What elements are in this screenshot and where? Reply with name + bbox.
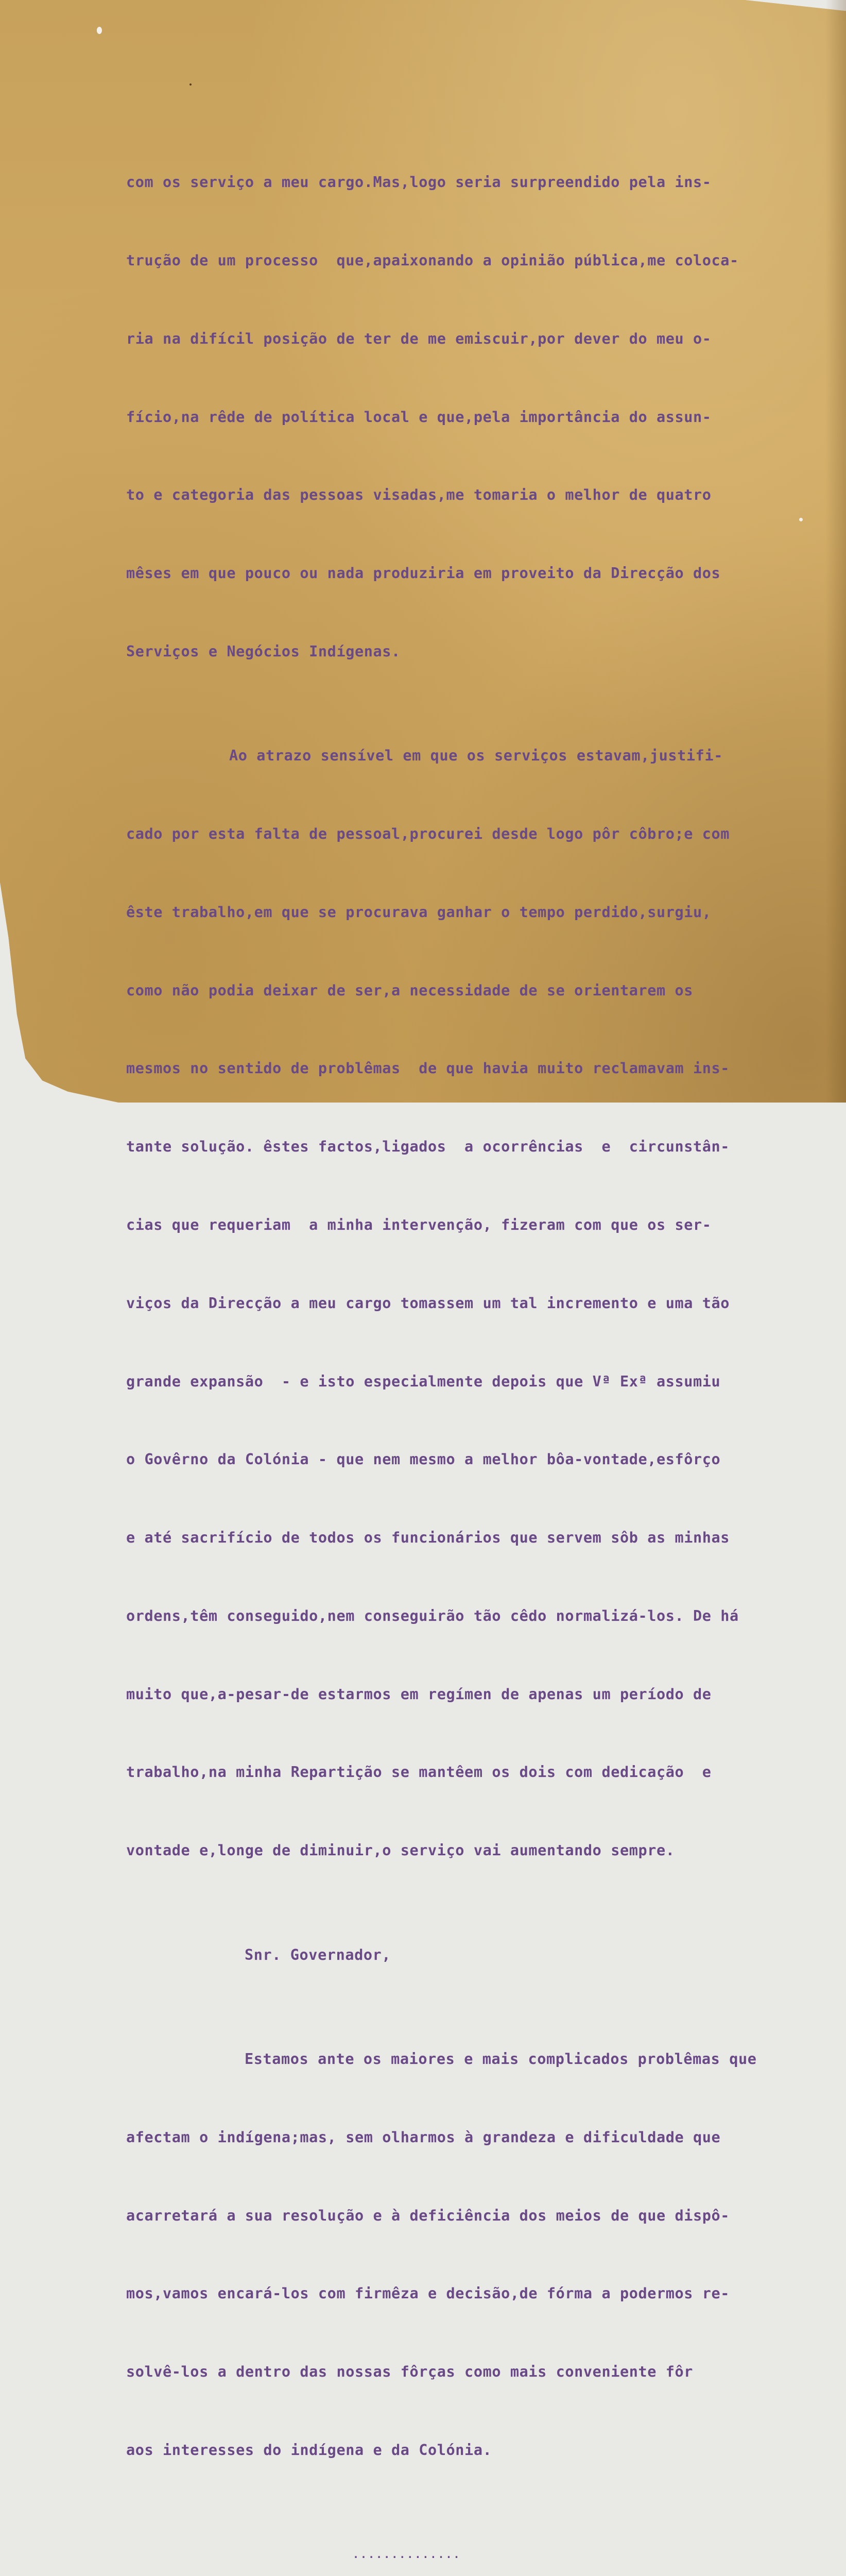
text-line: muito que,a-pesar-de estarmos em regímen de apenas um período de — [126, 1685, 712, 1703]
text-line: trabalho,na minha Repartição se mantêem os dois com dedicação e — [126, 1764, 712, 1781]
text-line: com os serviço a meu cargo.Mas,logo seria surpreendido pela ins- — [126, 174, 712, 191]
text-line: vontade e,longe de diminuir,o serviço vai aumentando sempre. — [126, 1842, 675, 1859]
text-line: ordens,têm conseguido,nem conseguirão tão cêdo normalizá-los. De há — [126, 1607, 739, 1624]
text-line: trução de um processo que,apaixonando a opinião pública,me coloca- — [126, 251, 739, 269]
text-line: to e categoria das pessoas visadas,me tomaria o melhor de quatro — [126, 486, 712, 504]
text-line: Ao atrazo sensível em que os serviços estavam,justifi- — [229, 747, 723, 765]
text-line: fício,na rêde de política local e que,pela importância do assun- — [126, 408, 712, 426]
text-line: mêses em que pouco ou nada produziria em proveito da Direcção dos — [126, 565, 721, 582]
separator-dots: .............. — [353, 2548, 461, 2561]
text-line: e até sacrifício de todos os funcionários que servem sôb as minhas — [126, 1529, 730, 1547]
text-line: afectam o indígena;mas, sem olharmos à grandeza e dificuldade que — [126, 2128, 721, 2146]
text-line: o Govêrno da Colónia - que nem mesmo a melhor bôa-vontade,esfôrço — [126, 1451, 721, 1468]
text-line: cias que requeriam a minha intervenção, fizeram com que os ser- — [126, 1216, 712, 1233]
text-line: mos,vamos encará-los com firmêza e decisão,de fórma a podermos re- — [126, 2285, 730, 2302]
text-line: solvê-los a dentro das nossas fôrças como mais conveniente fôr — [126, 2363, 694, 2381]
text-line: viços da Direcção a meu cargo tomassem um tal incremento e uma tão — [126, 1294, 730, 1312]
paper-speck — [189, 83, 192, 86]
text-line: aos interesses do indígena e da Colónia. — [126, 2441, 492, 2459]
text-line: ria na difícil posição de ter de me emiscuir,por dever do meu o- — [126, 330, 712, 347]
text-line: Estamos ante os maiores e mais complicados problêmas que — [245, 2050, 757, 2067]
text-line: acarretará a sua resolução e à deficiência dos meios de que dispô- — [126, 2207, 730, 2224]
typed-letter-text — [126, 117, 837, 2576]
text-line: êste trabalho,em que se procurava ganhar o tempo perdido,surgiu, — [126, 903, 712, 921]
text-line: tante solução. êstes factos,ligados a ocorrências e circunstân- — [126, 1138, 730, 1156]
text-line: mesmos no sentido de problêmas de que havia muito reclamavam ins- — [126, 1060, 730, 1077]
salutation: Snr. Governador, — [245, 1946, 391, 1963]
text-line: Serviços e Negócios Indígenas. — [126, 642, 401, 660]
text-line: grande expansão - e isto especialmente depois que Vª Exª assumiu — [126, 1372, 721, 1390]
paper-speck — [97, 27, 102, 34]
text-line: como não podia deixar de ser,a necessidade de se orientarem os — [126, 981, 694, 999]
text-line: cado por esta falta de pessoal,procurei desde logo pôr côbro;e com — [126, 825, 730, 843]
